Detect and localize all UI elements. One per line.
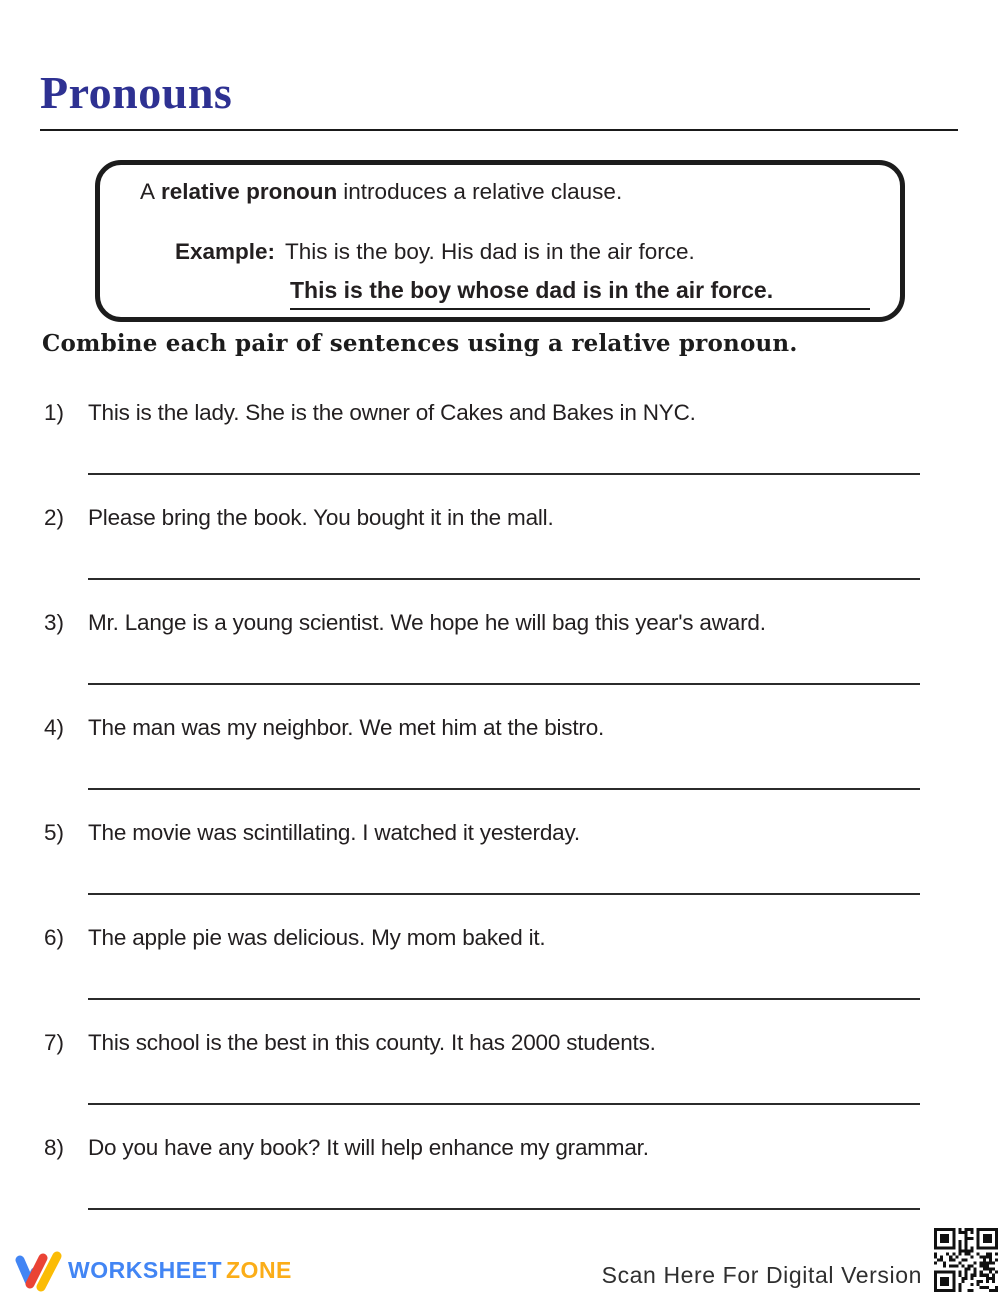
- title-divider: [40, 129, 958, 131]
- question-text: The man was my neighbor. We met him at the bistro.: [88, 715, 605, 740]
- answer-line: [88, 683, 920, 685]
- definition-box: [95, 160, 905, 322]
- question-number: 2): [44, 505, 65, 530]
- instructions-text: Combine each pair of sentences using a relative pronoun.: [42, 330, 798, 357]
- question-row: [0, 714, 1000, 819]
- example-line: [175, 238, 695, 266]
- question-row: [0, 504, 1000, 609]
- question-text: Do you have any book? It will help enhance my grammar.: [88, 1135, 649, 1160]
- question-number: 8): [44, 1135, 65, 1160]
- answer-line: [88, 1208, 920, 1210]
- scan-here-text: Scan Here For Digital Version: [601, 1262, 922, 1288]
- question-text: The movie was scintillating. I watched it yesterday.: [88, 820, 580, 845]
- example-label: Example:: [175, 239, 276, 264]
- definition-prefix: A: [140, 179, 156, 204]
- answer-line: [88, 893, 920, 895]
- answer-line: [88, 788, 920, 790]
- definition-term: relative pronoun: [161, 179, 338, 204]
- question-number: 5): [44, 820, 65, 845]
- answer-line: [88, 473, 920, 475]
- question-text: Please bring the book. You bought it in the mall.: [88, 505, 554, 530]
- logo-text-worksheet: WORKSHEET: [68, 1256, 222, 1283]
- question-number: 1): [44, 400, 65, 425]
- question-row: [0, 819, 1000, 924]
- example-combined-sentence: This is the boy whose dad is in the air force.: [290, 276, 870, 310]
- question-number: 7): [44, 1030, 65, 1055]
- question-row: [0, 1029, 1000, 1134]
- question-number: 6): [44, 925, 65, 950]
- question-text: Mr. Lange is a young scientist. We hope he will bag this year's award.: [88, 610, 766, 635]
- question-row: [0, 609, 1000, 714]
- question-row: [0, 924, 1000, 1029]
- question-text: The apple pie was delicious. My mom baked it.: [88, 925, 546, 950]
- worksheetzone-logo: [14, 1247, 292, 1293]
- question-row: [0, 399, 1000, 504]
- qr-code: [934, 1228, 998, 1292]
- question-number: 4): [44, 715, 65, 740]
- question-text: This is the lady. She is the owner of Cakes and Bakes in NYC.: [88, 400, 696, 425]
- question-row: [0, 1134, 1000, 1239]
- definition-suffix: introduces a relative clause.: [343, 179, 623, 204]
- question-number: 3): [44, 610, 65, 635]
- answer-line: [88, 1103, 920, 1105]
- answer-line: [88, 998, 920, 1000]
- page-title: Pronouns: [40, 67, 233, 118]
- logo-w-icon: [14, 1247, 62, 1293]
- example-pair-sentence: This is the boy. His dad is in the air force.: [285, 239, 695, 264]
- definition-line: [140, 178, 622, 206]
- answer-line: [88, 578, 920, 580]
- question-text: This school is the best in this county. It has 2000 students.: [88, 1030, 656, 1055]
- logo-text-zone: ZONE: [226, 1256, 292, 1283]
